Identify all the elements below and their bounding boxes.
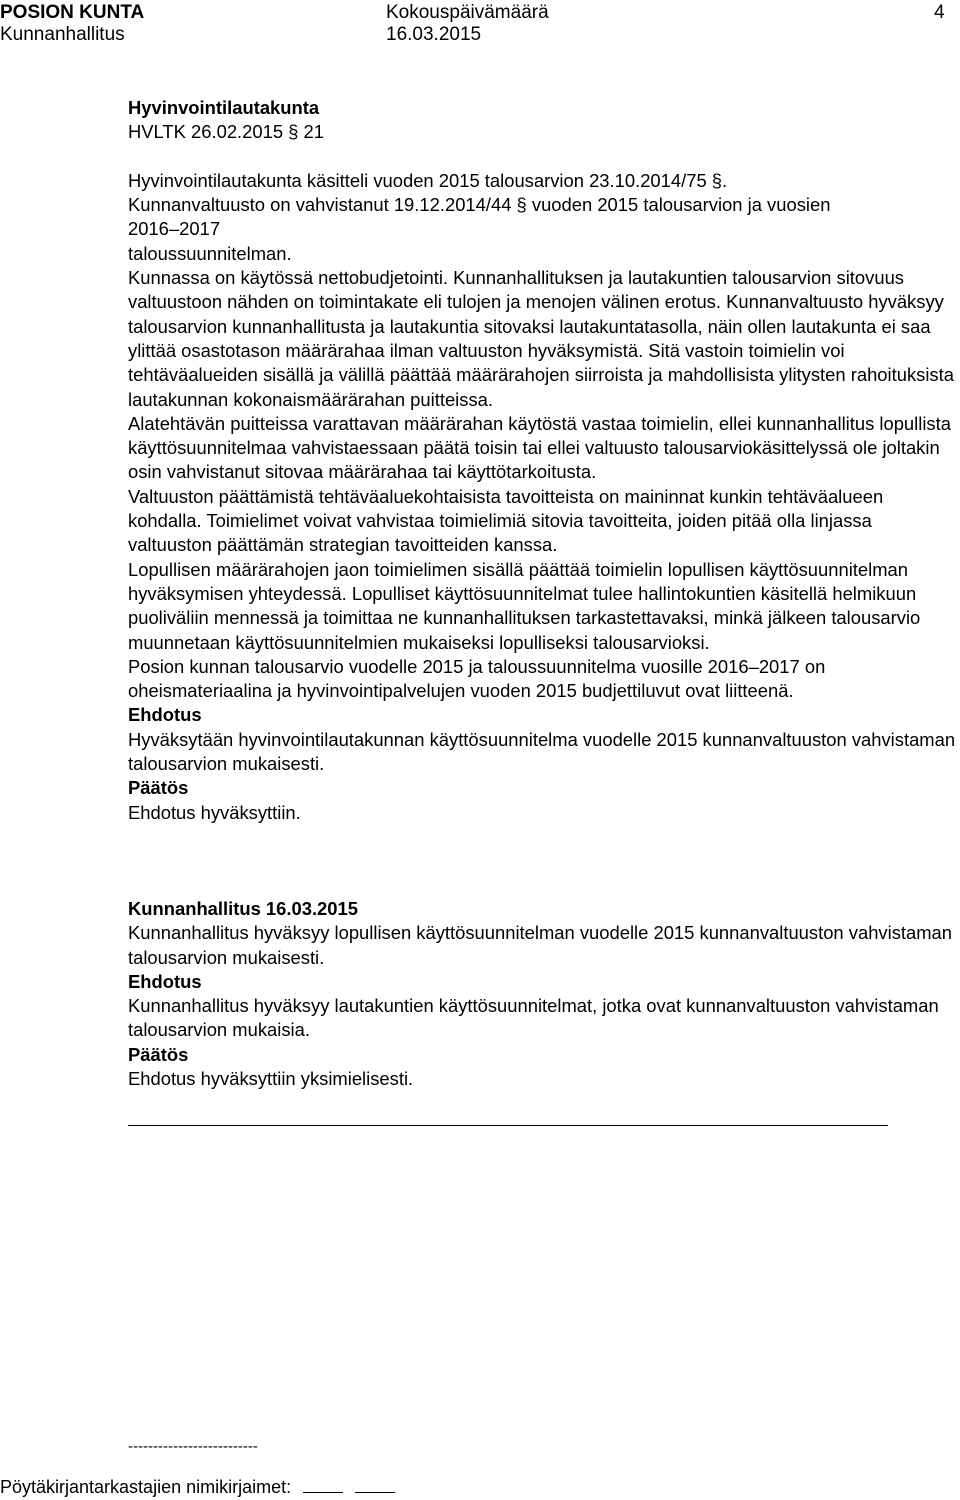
- decision-heading: Päätös: [128, 777, 189, 799]
- body-name: Kunnanhallitus: [0, 24, 125, 45]
- intro-line: Kunnanvaltuusto on vahvistanut 19.12.2014/44 § vuoden 2015 talousarvion ja vuosien: [128, 194, 831, 216]
- decision-text: Ehdotus hyväksyttiin.: [128, 801, 301, 823]
- meeting-date: 16.03.2015: [386, 24, 482, 45]
- footer-dashes: --------------------------: [128, 1438, 258, 1455]
- decision-text: Ehdotus hyväksyttiin yksimielisesti.: [128, 1067, 414, 1089]
- paragraph-final-allocation: Lopullisen määrärahojen jaon toimielimen sisällä päättää toimielin lopullisen käyttösuunnitelman hyväksymisen yhteydessä. Lopulliset käyttösuunnitelmat tulee hallintokuntien käsitellä helmikuun puoliväliin mennessä ja toimittaa ne kunnanhallituksen tarkastettavaksi, minkä jälkeen talousarvio muunnetaan käyttösuunnitelmien mukaiseksi lopulliseksi talousarvioksi.: [128, 558, 921, 653]
- paragraph-intro: [128, 169, 960, 266]
- committee-title: Hyvinvointilautakunta: [128, 97, 320, 118]
- proposal-heading: Ehdotus: [128, 704, 202, 726]
- board-heading: Kunnanhallitus 16.03.2015: [128, 897, 358, 919]
- paragraph-attachments: Posion kunnan talousarvio vuodelle 2015 ja taloussuunnitelma vuosille 2016–2017 on oheismateriaalina ja hyvinvointipalvelujen vuoden 2015 budjettiluvut ovat liitteenä.: [128, 655, 826, 702]
- intro-line: taloussuunnitelman.: [128, 242, 292, 264]
- footer-signature-line: [0, 1476, 395, 1498]
- meeting-date-label: Kokouspäivämäärä: [386, 2, 549, 23]
- page-number: 4: [934, 2, 945, 23]
- board-text: Kunnanhallitus hyväksyy lopullisen käyttösuunnitelman vuodelle 2015 kunnanvaltuuston vahvistaman talousarvion mukaisesti.: [128, 922, 953, 968]
- intro-line: Hyvinvointilautakunta käsitteli vuoden 2015 talousarvion 23.10.2014/75 §.: [128, 169, 728, 191]
- intro-line: 2016–2017: [128, 218, 221, 240]
- paragraph-budgeting: Kunnassa on käytössä nettobudjetointi. Kunnanhallituksen ja lautakuntien talousarvion sitovuus valtuustoon nähden on toimintakate eli tulojen ja menojen välinen erotus. Kunnanvaltuusto hyväksyy talousarvion kunnanhallitusta ja lautakuntia sitovaksi lautakuntatasolla, näin ollen lautakunta ei saa ylittää osastotason määrärahaa ilman valtuuston hyväksymistä. Sitä vastoin toimielin voi tehtäväalueiden sisällä ja välillä päättää määrärahojen siirroista ja mahdollisista ylitysten rahoituksista lautakunnan kokonaismäärärahan puitteissa.: [128, 267, 954, 410]
- proposal-text: Hyväksytään hyvinvointilautakunnan käyttösuunnitelma vuodelle 2015 kunnanvaltuuston vahvistaman talousarvion mukaisesti.: [128, 728, 956, 775]
- paragraph-goals: Valtuuston päättämistä tehtäväaluekohtaisista tavoitteista on maininnat kunkin tehtäväalueen kohdalla. Toimielimet voivat vahvistaa toimielimiä sitovia tavoitteita, joiden pitää olla linjassa valtuuston päättämän strategian tavoitteiden kanssa.: [128, 485, 884, 556]
- paragraph-subtasks: Alatehtävän puitteissa varattavan määrärahan käytöstä vastaa toimielin, ellei kunnanhallitus lopullista käyttösuunnitelmaa vahvistaessaan päätä toisin tai ellei valtuusto talousarviokäsittelyssä ole joltakin osin vahvistanut sitovaa määrärahaa tai käyttötarkoitusta.: [128, 412, 951, 483]
- organization-name: POSION KUNTA: [0, 2, 145, 23]
- document-body: [128, 96, 960, 1091]
- initials-blank: [303, 1478, 343, 1493]
- reference-line: HVLTK 26.02.2015 § 21: [128, 121, 324, 143]
- initials-blank: [355, 1478, 395, 1493]
- proposal-heading: Ehdotus: [128, 970, 202, 992]
- decision-heading: Päätös: [128, 1043, 189, 1065]
- footer-label: Pöytäkirjantarkastajien nimikirjaimet:: [0, 1477, 292, 1497]
- proposal-text: Kunnanhallitus hyväksyy lautakuntien käyttösuunnitelmat, jotka ovat kunnanvaltuuston vahvistaman talousarvion mukaisia.: [128, 995, 939, 1041]
- section-divider: [128, 1125, 888, 1126]
- page-header: [0, 0, 960, 48]
